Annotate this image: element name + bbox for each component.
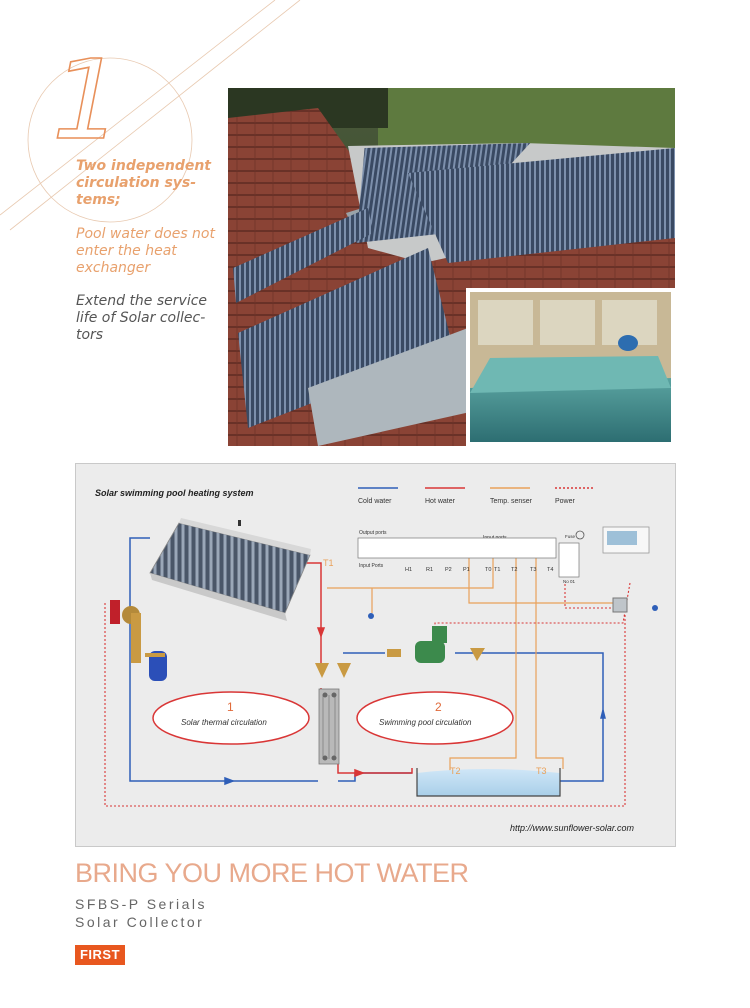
circulation-1-label: Solar thermal circulation <box>181 718 267 727</box>
legend-cold-water: Cold water <box>358 498 392 505</box>
terminal-t4: T4 <box>547 567 554 573</box>
slogan: BRING YOU MORE HOT WATER <box>75 858 469 888</box>
fuse-label: Fuse <box>565 534 576 539</box>
circulation-2-number: 2 <box>435 700 442 714</box>
output-ports-label: Output ports <box>359 530 387 536</box>
feature-number: 1 <box>52 36 122 164</box>
terminal-t1: T1 <box>494 567 501 573</box>
legend-power: Power <box>555 498 575 505</box>
pool-pump <box>415 626 447 663</box>
terminal-p1: P1 <box>463 567 470 573</box>
junction-box <box>368 598 658 619</box>
terminal-t0: T0 <box>485 567 492 573</box>
hot-water-pipes <box>291 563 412 776</box>
controller-terminal-strip <box>358 527 649 584</box>
terminal-p2: P2 <box>445 567 452 573</box>
no-label: No 01 <box>563 579 576 584</box>
circulation-2 <box>357 692 513 744</box>
legend-temp-sensor: Temp. senser <box>490 498 533 505</box>
terminal-t3: T3 <box>530 567 537 573</box>
input-ports-sub: Input Ports <box>359 563 384 569</box>
feature-item-2: Pool water does not enter the heat exchanger <box>76 226 215 276</box>
feature-item-3: Extend the service life of Solar collec-tors <box>76 293 208 343</box>
pump-station <box>110 600 167 681</box>
solar-collector <box>150 518 311 621</box>
terminal-r1: R1 <box>426 567 434 573</box>
sensor-t2: T2 <box>450 766 461 776</box>
sensor-t1: T1 <box>323 558 334 568</box>
diagram-title: Solar swimming pool heating system <box>95 488 254 498</box>
roof-solar-collectors-photo <box>228 88 675 446</box>
product-name: Solar Collector <box>75 914 205 930</box>
circulation-1-number: 1 <box>227 700 234 714</box>
brand-badge: FIRST <box>75 945 125 965</box>
legend <box>358 488 595 505</box>
legend-hot-water: Hot water <box>425 498 455 505</box>
pool-heating-diagram <box>75 463 676 847</box>
series-name: SFBS-P Serials <box>75 896 207 912</box>
sensor-t3: T3 <box>536 766 547 776</box>
heat-exchanger <box>319 689 339 764</box>
feature-item-1: Two independent circulation sys-tems; <box>76 158 211 208</box>
website-url: http://www.sunflower-solar.com <box>510 823 635 833</box>
terminal-h1: H1 <box>405 567 413 573</box>
circulation-2-label: Swimming pool circulation <box>379 718 472 727</box>
terminal-t2: T2 <box>511 567 518 573</box>
circulation-1 <box>153 692 309 744</box>
